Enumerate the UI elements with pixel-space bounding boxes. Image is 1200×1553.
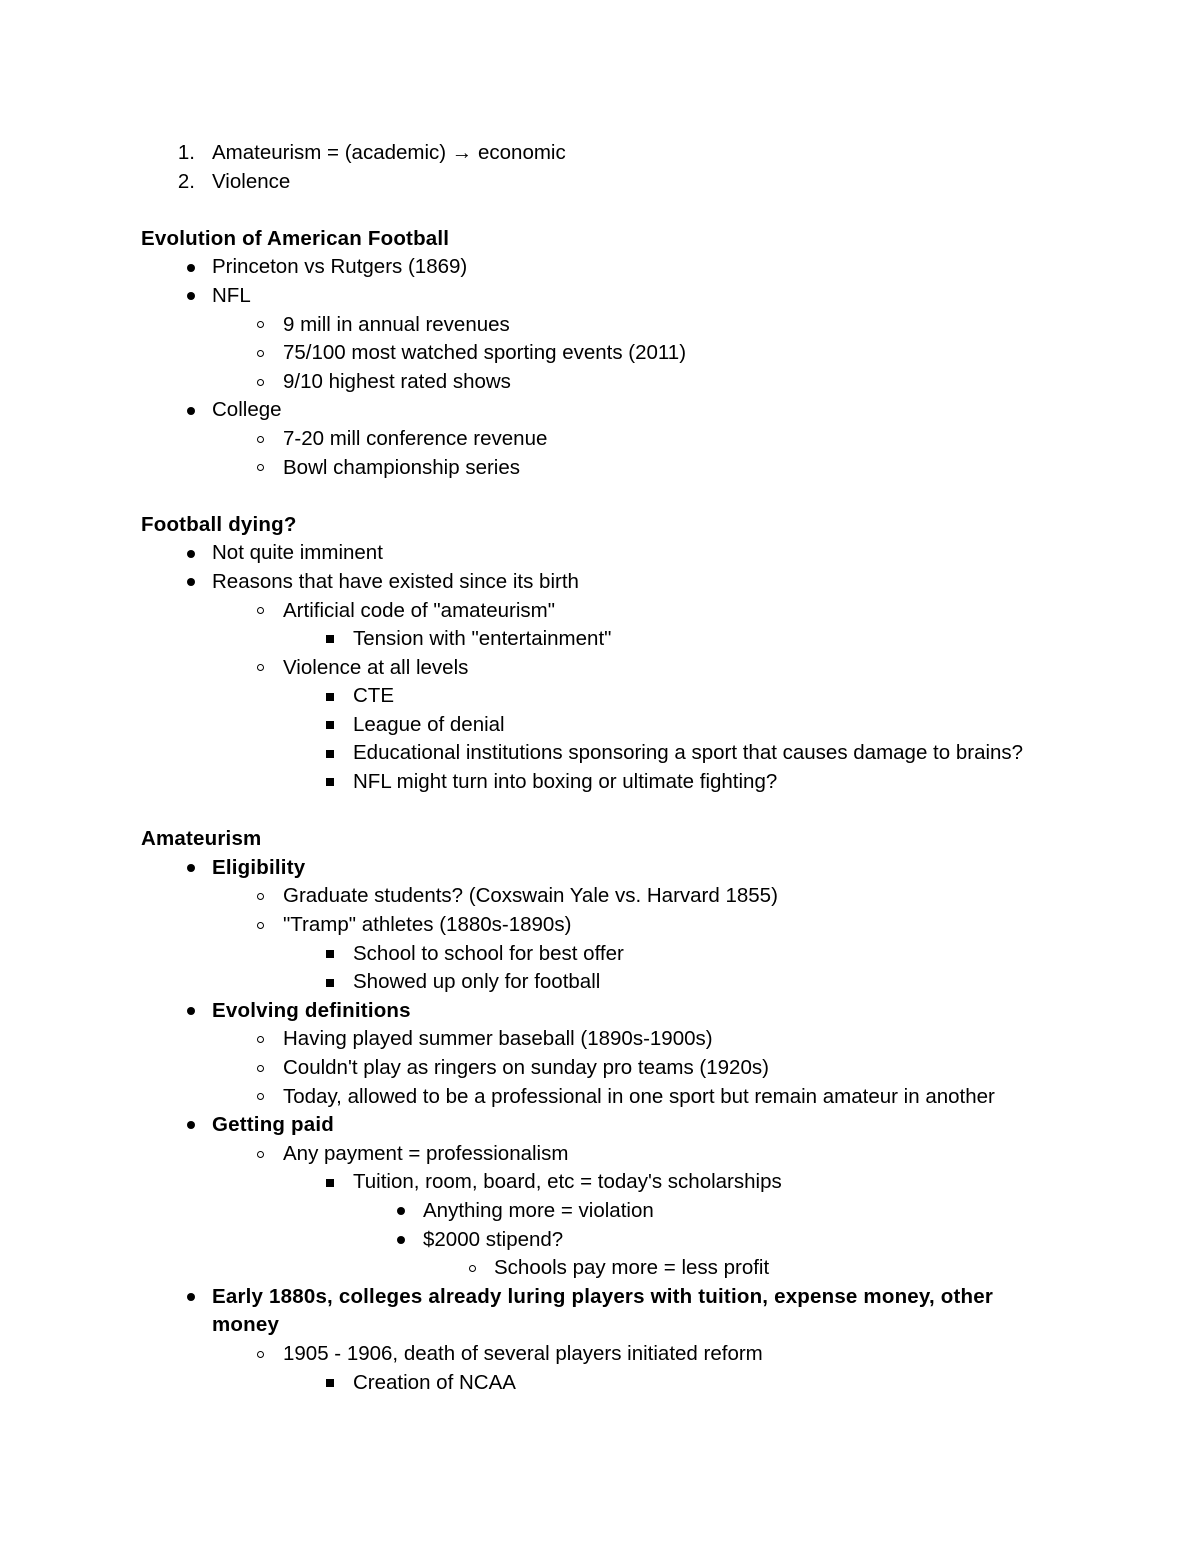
disc-bullet-icon <box>185 997 195 1026</box>
circle-bullet-icon <box>254 1140 264 1169</box>
list-item <box>0 454 1200 483</box>
disc-bullet-icon <box>185 568 195 597</box>
item-text: Showed up only for football <box>353 970 601 994</box>
circle-bullet-icon <box>254 911 264 940</box>
item-text: money <box>212 1313 280 1337</box>
list-item <box>0 911 1200 940</box>
numbered-item <box>0 168 1200 197</box>
item-text: Artificial code of "amateurism" <box>283 598 556 622</box>
item-text: Getting paid <box>212 1113 334 1137</box>
circle-bullet-icon <box>254 339 264 368</box>
circle-bullet-icon <box>254 454 264 483</box>
circle-bullet-icon <box>254 1054 264 1083</box>
list-item <box>0 854 1200 883</box>
list-item <box>0 1283 1200 1312</box>
disc-bullet-icon <box>185 1283 195 1312</box>
list-item <box>0 1226 1200 1255</box>
item-text: School to school for best offer <box>353 941 624 965</box>
circle-bullet-icon <box>254 311 264 340</box>
list-item <box>0 1254 1200 1283</box>
item-text: 1905 - 1906, death of several players initiated reform <box>283 1341 763 1365</box>
item-text: Eligibility <box>212 855 306 879</box>
list-item <box>0 625 1200 654</box>
item-text: Today, allowed to be a professional in one sport but remain amateur in another <box>283 1084 995 1108</box>
list-item <box>0 1369 1200 1398</box>
square-bullet-icon <box>324 940 334 969</box>
list-item <box>0 396 1200 425</box>
circle-bullet-icon <box>254 597 264 626</box>
section-heading <box>0 225 1200 254</box>
list-item <box>0 997 1200 1026</box>
item-text: Violence <box>212 169 291 193</box>
item-text: Having played summer baseball (1890s-1900s) <box>283 1027 713 1051</box>
item-text: 9/10 highest rated shows <box>283 369 511 393</box>
list-item <box>0 1140 1200 1169</box>
item-text: CTE <box>353 684 394 708</box>
item-text: $2000 stipend? <box>423 1227 564 1251</box>
disc-bullet-icon <box>395 1197 405 1226</box>
item-text: Evolving definitions <box>212 998 411 1022</box>
list-item <box>0 711 1200 740</box>
list-item <box>0 1168 1200 1197</box>
list-item <box>0 654 1200 683</box>
list-item <box>0 1311 1200 1340</box>
list-item <box>0 682 1200 711</box>
circle-bullet-icon <box>254 1083 264 1112</box>
circle-bullet-icon <box>254 368 264 397</box>
numbered-item <box>0 139 1200 168</box>
heading-text: Football dying? <box>141 512 297 536</box>
item-text: Couldn't play as ringers on sunday pro teams (1920s) <box>283 1056 769 1079</box>
list-item <box>0 940 1200 969</box>
blank-line <box>0 482 1200 511</box>
document-body <box>0 139 1200 1397</box>
list-item <box>0 339 1200 368</box>
list-item <box>0 368 1200 397</box>
list-item <box>0 768 1200 797</box>
list-item <box>0 1054 1200 1083</box>
square-bullet-icon <box>324 968 334 997</box>
list-item <box>0 425 1200 454</box>
section-heading <box>0 825 1200 854</box>
list-item <box>0 311 1200 340</box>
item-text: "Tramp" athletes (1880s-1890s) <box>283 913 572 937</box>
item-text: Violence at all levels <box>283 655 469 679</box>
item-text: Tension with "entertainment" <box>353 627 612 651</box>
square-bullet-icon <box>324 625 334 654</box>
circle-bullet-icon <box>466 1254 476 1283</box>
list-item <box>0 1340 1200 1369</box>
item-text: College <box>212 398 282 422</box>
blank-line <box>0 196 1200 225</box>
list-item <box>0 539 1200 568</box>
list-number: 2. <box>177 169 195 193</box>
list-item <box>0 253 1200 282</box>
disc-bullet-icon <box>185 854 195 883</box>
item-text: Reasons that have existed since its birth <box>212 569 579 593</box>
square-bullet-icon <box>324 682 334 711</box>
blank-line <box>0 797 1200 826</box>
item-text: NFL might turn into boxing or ultimate fighting? <box>353 770 778 794</box>
square-bullet-icon <box>324 1168 334 1197</box>
item-text: Creation of NCAA <box>353 1370 516 1394</box>
circle-bullet-icon <box>254 1025 264 1054</box>
list-item <box>0 568 1200 597</box>
square-bullet-icon <box>324 739 334 768</box>
item-text: Amateurism = (academic) → economic <box>212 141 566 164</box>
list-item <box>0 1197 1200 1226</box>
list-item <box>0 968 1200 997</box>
heading-text: Amateurism <box>141 827 262 851</box>
list-item <box>0 1111 1200 1140</box>
list-item <box>0 1083 1200 1112</box>
list-item <box>0 882 1200 911</box>
item-text: 7-20 mill conference revenue <box>283 426 548 450</box>
item-text: Any payment = professionalism <box>283 1141 569 1165</box>
item-text: Tuition, room, board, etc = today's scholarships <box>353 1170 782 1194</box>
list-number: 1. <box>177 141 195 164</box>
item-text: NFL <box>212 283 251 307</box>
circle-bullet-icon <box>254 1340 264 1369</box>
disc-bullet-icon <box>185 253 195 282</box>
circle-bullet-icon <box>254 654 264 683</box>
list-item <box>0 739 1200 768</box>
square-bullet-icon <box>324 1369 334 1398</box>
list-item <box>0 1025 1200 1054</box>
item-text: Not quite imminent <box>212 541 383 565</box>
circle-bullet-icon <box>254 425 264 454</box>
square-bullet-icon <box>324 711 334 740</box>
item-text: Anything more = violation <box>423 1198 654 1222</box>
section-heading <box>0 511 1200 540</box>
list-item <box>0 282 1200 311</box>
item-text: Educational institutions sponsoring a sport that causes damage to brains? <box>353 741 1024 765</box>
disc-bullet-icon <box>185 396 195 425</box>
circle-bullet-icon <box>254 882 264 911</box>
disc-bullet-icon <box>185 282 195 311</box>
heading-text: Evolution of American Football <box>141 226 450 250</box>
item-text: Princeton vs Rutgers (1869) <box>212 255 468 279</box>
item-text: Bowl championship series <box>283 455 521 479</box>
disc-bullet-icon <box>395 1226 405 1255</box>
item-text: 9 mill in annual revenues <box>283 312 510 336</box>
square-bullet-icon <box>324 768 334 797</box>
item-text: Early 1880s, colleges already luring players with tuition, expense money, other <box>212 1284 994 1308</box>
item-text: 75/100 most watched sporting events (2011) <box>283 341 687 365</box>
item-text: League of denial <box>353 712 505 736</box>
item-text: Graduate students? (Coxswain Yale vs. Harvard 1855) <box>283 884 778 908</box>
item-text: Schools pay more = less profit <box>494 1256 770 1280</box>
list-item <box>0 597 1200 626</box>
disc-bullet-icon <box>185 539 195 568</box>
disc-bullet-icon <box>185 1111 195 1140</box>
